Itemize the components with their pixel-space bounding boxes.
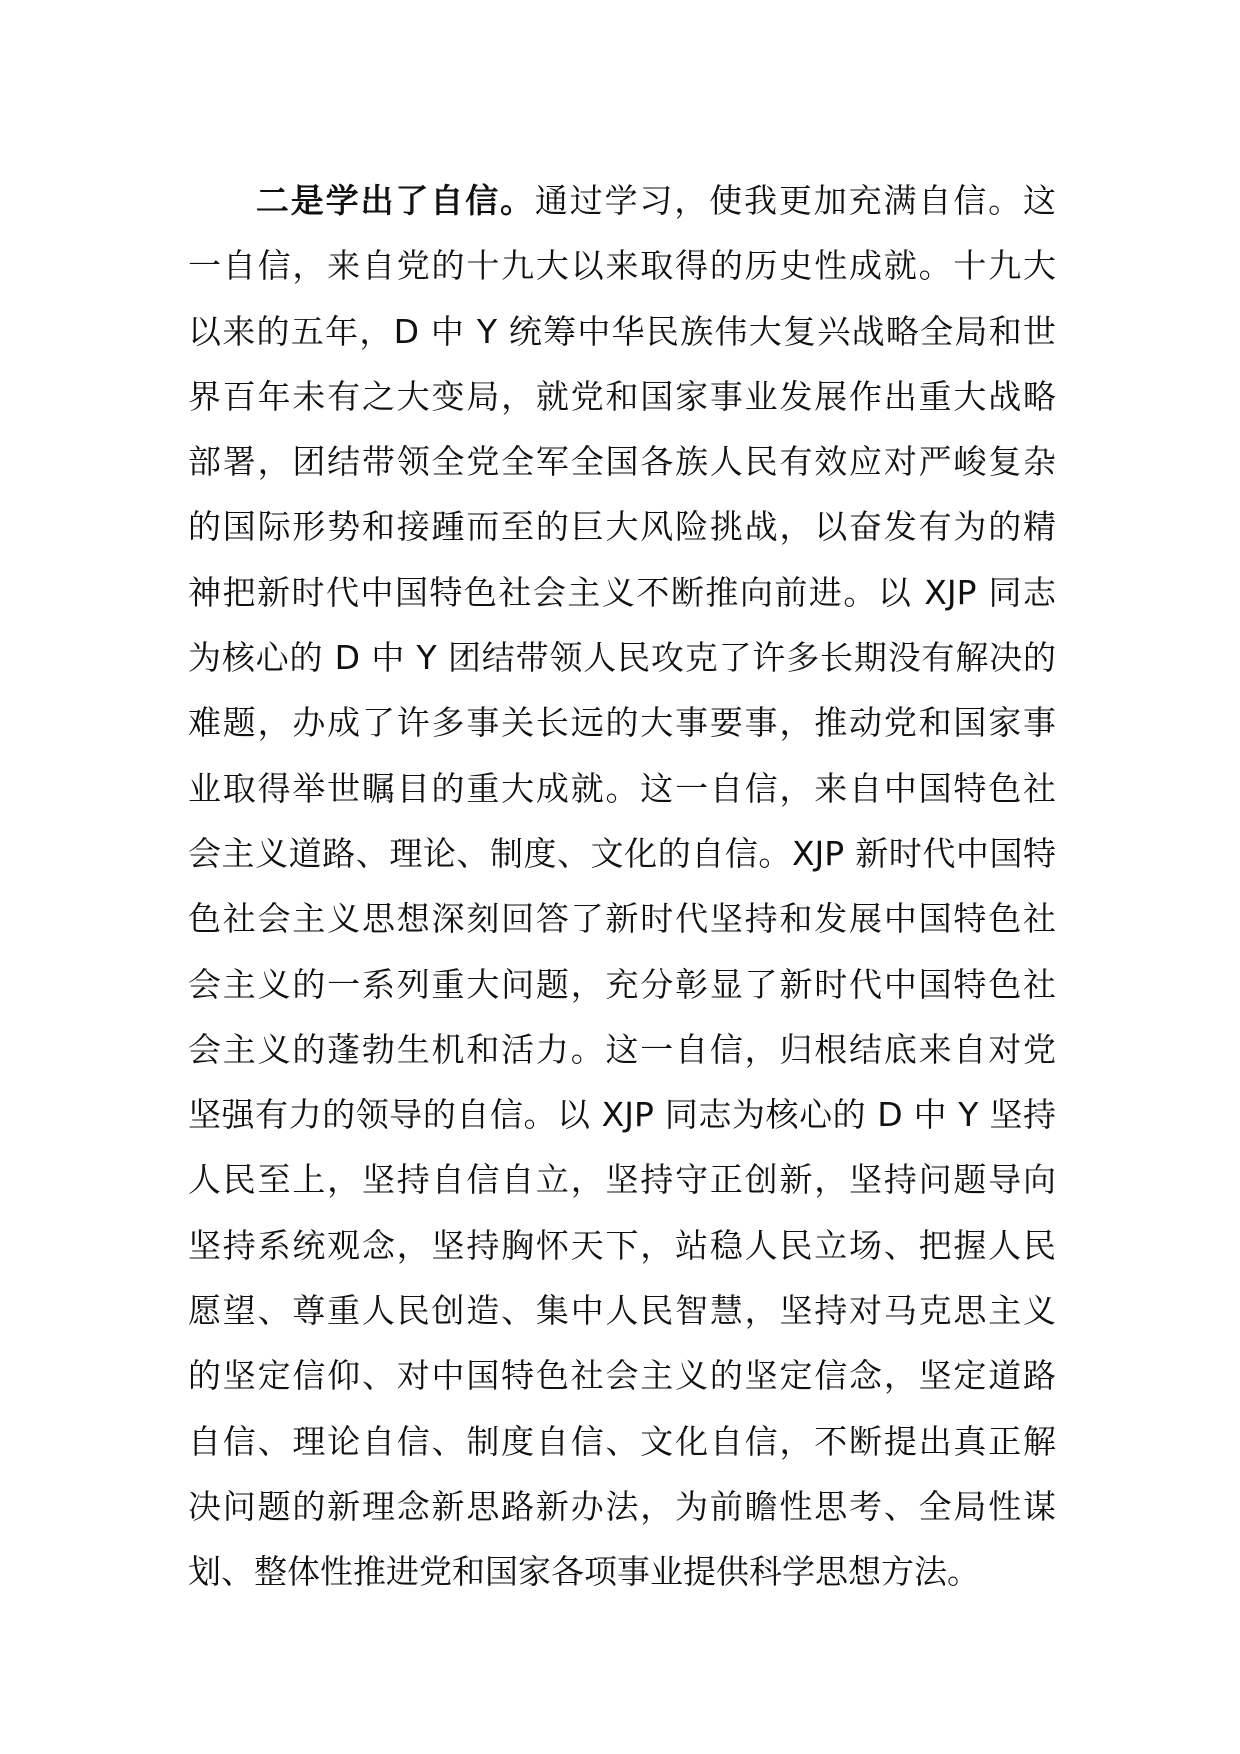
paragraph-line: 为核心的 D 中 Y 团结带领人民攻克了许多长期没有解决的 [188,638,1056,678]
paragraph-line: 难题，办成了许多事关长远的大事要事，推动党和国家事 [188,703,1056,743]
paragraph-line: 坚强有力的领导的自信。以 XJP 同志为核心的 D 中 Y 坚持 [188,1095,1056,1135]
paragraph-line-1 [188,168,1056,233]
paragraph-line: 自信、理论自信、制度自信、文化自信，不断提出真正解 [188,1421,1056,1461]
paragraph-line: 界百年未有之大变局，就党和国家事业发展作出重大战略 [188,376,1056,416]
paragraph-line: 部署，团结带领全党全军全国各族人民有效应对严峻复杂 [188,442,1056,482]
paragraph-line: 以来的五年，D 中 Y 统筹中华民族伟大复兴战略全局和世 [188,311,1056,351]
paragraph-line: 会主义道路、理论、制度、文化的自信。XJP 新时代中国特 [188,833,1056,873]
paragraph-line: 神把新时代中国特色社会主义不断推向前进。以 XJP 同志 [188,572,1056,612]
paragraph-line: 愿望、尊重人民创造、集中人民智慧，坚持对马克思主义 [188,1291,1056,1331]
paragraph-line: 的坚定信仰、对中国特色社会主义的坚定信念，坚定道路 [188,1356,1056,1396]
paragraph-line: 决问题的新理念新思路新办法，为前瞻性思考、全局性谋 [188,1486,1056,1526]
paragraph-line-last: 划、整体性推进党和国家各项事业提供科学思想方法。 [188,1552,980,1592]
paragraph-lead-heading: 二是学出了自信。 [254,181,535,220]
body-paragraph [188,168,1056,1605]
paragraph-line: 人民至上，坚持自信自立，坚持守正创新，坚持问题导向 [188,1160,1056,1200]
paragraph-line: 业取得举世瞩目的重大成就。这一自信，来自中国特色社 [188,768,1056,808]
paragraph-line-text: 通过学习，使我更加充满自信。这 [534,181,1056,220]
paragraph-line: 会主义的蓬勃生机和活力。这一自信，归根结底来自对党 [188,1029,1056,1069]
paragraph-line: 会主义的一系列重大问题，充分彰显了新时代中国特色社 [188,964,1056,1004]
paragraph-line: 的国际形势和接踵而至的巨大风险挑战，以奋发有为的精 [188,507,1056,547]
paragraph-line: 一自信，来自党的十九大以来取得的历史性成就。十九大 [188,246,1056,286]
paragraph-line: 色社会主义思想深刻回答了新时代坚持和发展中国特色社 [188,899,1056,939]
paragraph-line: 坚持系统观念，坚持胸怀天下，站稳人民立场、把握人民 [188,1225,1056,1265]
